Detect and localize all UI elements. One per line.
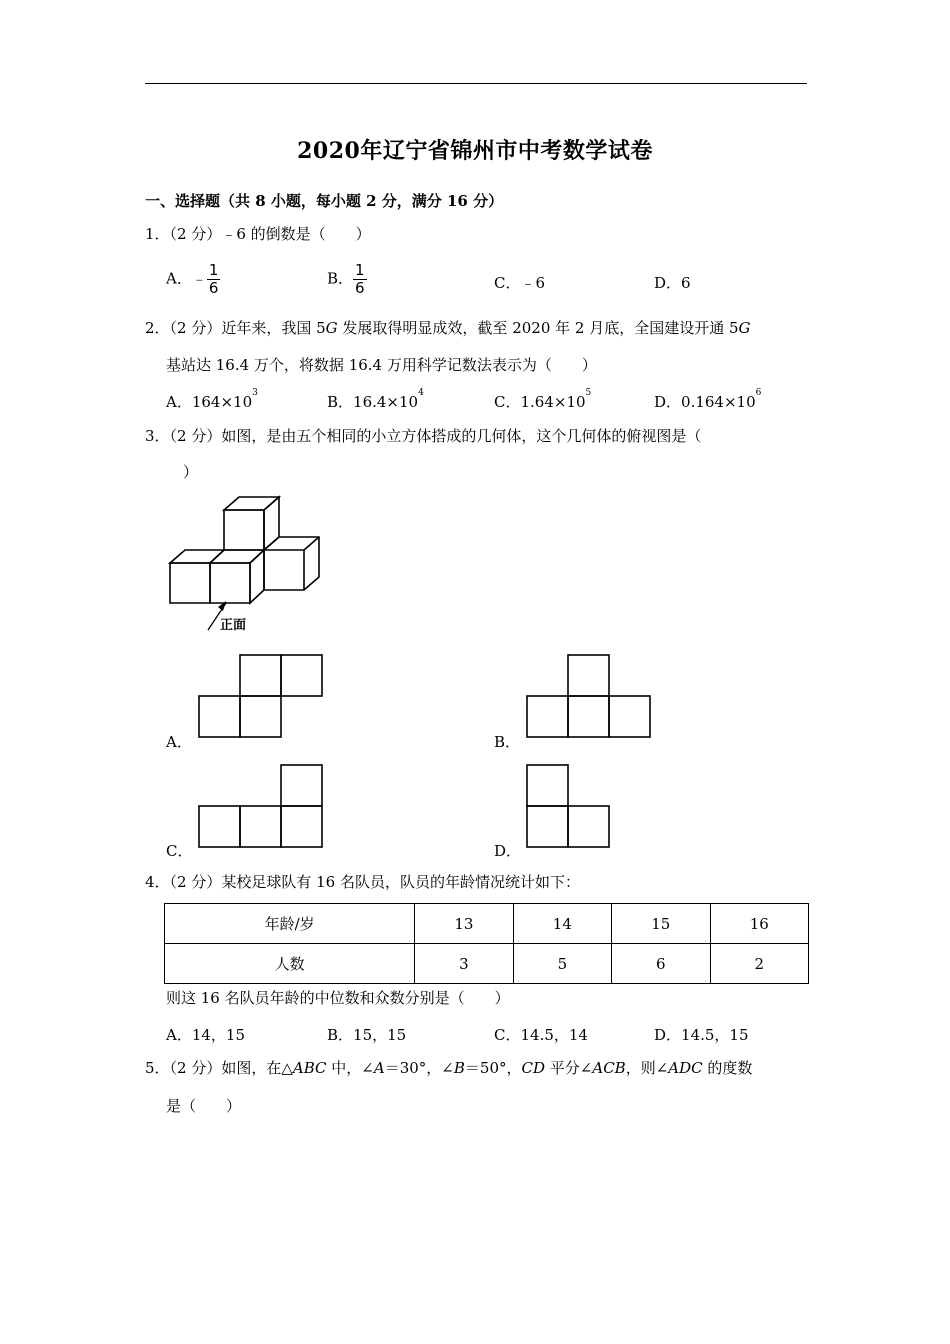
table-cell: 16 <box>710 904 809 944</box>
table-cell: 13 <box>415 904 513 944</box>
q5-stem-part: ＝50°， <box>464 1059 522 1077</box>
q5-stem-italic: B <box>453 1059 465 1077</box>
q3-option-b-label[interactable]: B． <box>494 733 521 751</box>
q2-option-d[interactable] <box>654 388 762 412</box>
q3-option-d-label[interactable]: D． <box>494 842 522 860</box>
q2-option-a[interactable] <box>166 388 258 412</box>
q2-option-c[interactable] <box>494 388 592 412</box>
q2-stem-part: 2．（2 分）近年来，我国 5 <box>145 319 326 337</box>
q2-b-text: B．16.4×10 <box>327 393 419 411</box>
q2-d-exponent: 6 <box>755 388 762 398</box>
q3-stem-line1: 3．（2 分）如图，是由五个相同的小立方体搭成的几何体，这个几何体的俯视图是（ <box>145 427 702 445</box>
q4-stem: 4．（2 分）某校足球队有 16 名队员，队员的年龄情况统计如下： <box>145 873 580 891</box>
q2-a-text: A．164×10 <box>166 393 253 411</box>
q3-option-a-figure[interactable] <box>198 654 324 740</box>
q5-stem-part: ，则∠ <box>625 1059 669 1077</box>
q5-stem-part: 中，∠ <box>326 1059 374 1077</box>
q2-stem-line2: 基站达 16.4 万个，将数据 16.4 万用科学记数法表示为（ ） <box>166 356 597 374</box>
q1-a-numerator: 1 <box>208 261 219 279</box>
q5-stem-italic: ADC <box>668 1059 703 1077</box>
table-cell: 6 <box>612 944 710 984</box>
q1-option-b[interactable] <box>327 262 367 297</box>
q5-stem-line2: 是（ ） <box>166 1097 242 1115</box>
table-cell: 人数 <box>165 944 415 984</box>
q5-stem-part: 的度数 <box>702 1059 753 1077</box>
q2-d-text: D．0.164×10 <box>654 393 756 411</box>
header-rule <box>145 83 807 84</box>
q2-b-exponent: 4 <box>418 388 424 398</box>
q5-stem-italic: CD <box>521 1059 546 1077</box>
q3-option-c-figure[interactable] <box>198 764 324 850</box>
cube-top-side <box>264 497 279 550</box>
q5-stem-italic: A <box>373 1059 385 1077</box>
cube-figure <box>160 490 335 635</box>
front-label: 正面 <box>220 618 247 633</box>
q4-option-c[interactable]: C．14.5，14 <box>494 1026 588 1044</box>
table-cell: 15 <box>612 904 710 944</box>
cube-top-front <box>224 510 264 550</box>
q1-stem: 1．（2 分）﹣6 的倒数是（ ） <box>145 225 371 243</box>
q1-b-denominator: 6 <box>355 279 365 297</box>
q2-stem-italic-g: G <box>738 319 751 337</box>
q5-stem-line1 <box>145 1058 752 1078</box>
q4-option-a[interactable]: A．14，15 <box>166 1026 246 1044</box>
q1-b-fraction <box>353 262 367 297</box>
table-cell: 14 <box>513 904 611 944</box>
cube-left-front <box>170 563 210 603</box>
age-table <box>164 903 809 984</box>
q5-stem-part: 平分∠ <box>545 1059 593 1077</box>
q3-option-a-label[interactable]: A． <box>166 733 192 751</box>
q1-b-label: B． <box>327 269 354 288</box>
q5-stem-part: 5．（2 分）如图，在△ <box>145 1059 293 1077</box>
q5-stem-part: ＝30°，∠ <box>384 1059 454 1077</box>
q4-option-d[interactable]: D．14.5，15 <box>654 1026 749 1044</box>
table-row <box>165 904 809 944</box>
q3-option-c-label[interactable]: C． <box>166 842 193 860</box>
q3-option-b-figure[interactable] <box>526 654 652 740</box>
cube-mid-front <box>210 563 250 603</box>
table-cell: 2 <box>710 944 809 984</box>
q2-stem-part: 发展取得明显成效，截至 2020 年 2 月底，全国建设开通 5 <box>337 319 739 337</box>
q2-a-exponent: 3 <box>252 388 258 398</box>
cube-mid-side <box>250 550 264 603</box>
table-cell: 5 <box>513 944 611 984</box>
q1-a-fraction <box>207 262 221 297</box>
section-heading: 一、选择题（共 8 小题，每小题 2 分，满分 16 分） <box>145 192 504 210</box>
q1-b-numerator: 1 <box>355 261 365 279</box>
q3-option-d-figure[interactable] <box>526 764 612 850</box>
q1-option-c[interactable]: C．﹣6 <box>494 274 546 292</box>
q4-option-b[interactable]: B．15，15 <box>327 1026 407 1044</box>
cube-right-edge <box>304 537 319 550</box>
q1-option-a[interactable] <box>166 262 220 297</box>
q1-option-d[interactable]: D．6 <box>654 274 691 292</box>
q2-stem-line1 <box>145 318 751 338</box>
q1-a-sign: ﹣ <box>191 269 207 288</box>
q2-c-exponent: 5 <box>585 388 592 398</box>
q1-a-label: A． <box>166 269 192 288</box>
q2-c-text: C．1.64×10 <box>494 393 586 411</box>
q4-question: 则这 16 名队员年龄的中位数和众数分别是（ ） <box>166 989 510 1007</box>
q3-stem-line2: ） <box>183 463 199 481</box>
page-title: 2020年辽宁省锦州市中考数学试卷 <box>297 138 653 164</box>
q2-option-b[interactable] <box>327 388 424 412</box>
q1-a-denominator: 6 <box>208 279 219 297</box>
q5-stem-italic: ACB <box>592 1059 626 1077</box>
q2-stem-italic-g: G <box>325 319 338 337</box>
q5-stem-italic: ABC <box>292 1059 327 1077</box>
table-cell: 3 <box>415 944 513 984</box>
table-cell: 年龄/岁 <box>165 904 415 944</box>
table-row <box>165 944 809 984</box>
